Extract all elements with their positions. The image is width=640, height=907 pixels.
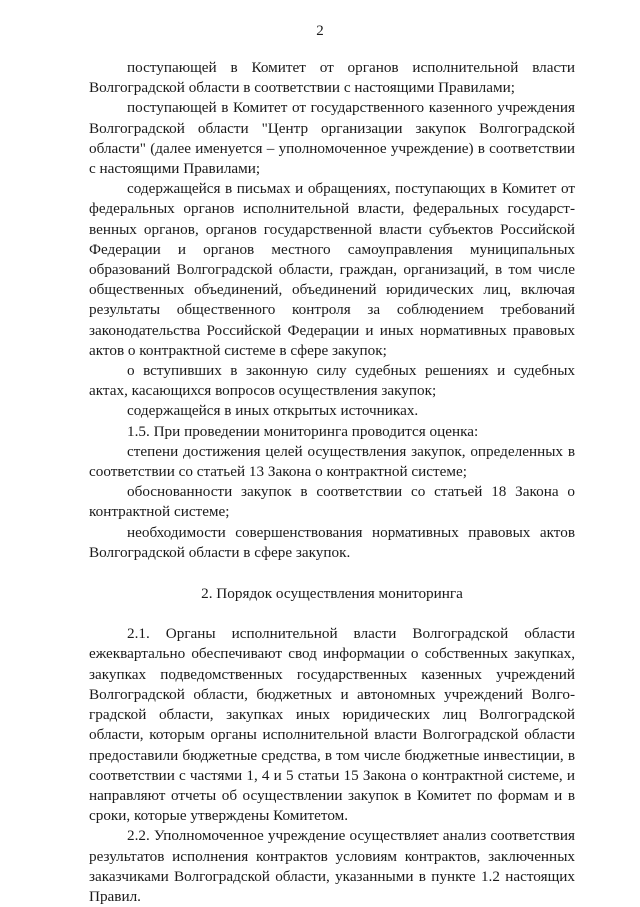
page-number: 2 xyxy=(316,23,324,39)
spacer xyxy=(89,604,575,624)
paragraph-info-from-executive-bodies: поступающей в Комитет от органов исполнительной власти Волгоградской области в соответствии с настоящими Правилами; xyxy=(89,59,575,97)
paragraph-info-from-procurement-center: поступающей в Комитет от государственного казенного учреждения Волгоградской области "Центр организации закупок Волгоградской области" (далее именуется – уполномоченное учреждение) в соответствии с настоящими Правилами; xyxy=(89,99,575,178)
paragraph-open-sources: содержащейся в иных открытых источниках. xyxy=(127,402,419,420)
paragraph-clause-2-2: 2.2. Уполномоченное учреждение осуществляет анализ соответствия результатов исполнения контрактов условиям контрактов, заключенных заказчиками Волгоградской области, указанными в пункте 1.2 настоящих Правил. xyxy=(89,827,575,905)
paragraph-regulation-improvement: необходимости совершенствования нормативных правовых актов Волгоградской области в сфере закупок. xyxy=(89,523,575,561)
paragraph-clause-1-5: 1.5. При проведении мониторинга проводится оценка: xyxy=(127,422,479,440)
paragraph-info-from-letters: содержащейся в письмах и обращениях, поступающих в Комитет от федеральных органов исполнительной власти, федеральных государственных органов, органов государственной власти субъектов Российской Федерации и органов местного самоуправления муниципальных образований Волгоградской области, граждан, организаций, в том числе общественных объединений, объединений юридических лиц, включая результаты общественного контроля за соблюдением требований законодательства Российской Федерации и иных нормативных правовых актов о контрактной системе в сфере закупок; xyxy=(89,180,575,359)
paragraph-goals-achievement: степени достижения целей осуществления закупок, определенных в соответствии со статьей 13 Закона о контрактной системе; xyxy=(89,442,575,481)
paragraph-procurement-justification: обоснованности закупок в соответствии со статьей 18 Закона о контрактной системе; xyxy=(89,483,575,521)
paragraph-court-decisions: о вступивших в законную силу судебных решениях и судебных актах, касающихся вопросов осуществления закупок; xyxy=(89,362,575,400)
paragraph-clause-2-1: 2.1. Органы исполнительной власти Волгоградской области ежеквартально обеспечивают свод информации о собственных закупках, закупках подведомственных государственных казенных учреждений Волгоградской области, бюджетных и автономных учреждений Волгоградской области, закупках иных юридических лиц Волгоградской области, которым органы исполнительной власти Волгоградской области предоставили бюджетные средства, в том числе бюджетные инвестиции, в соответствии с частями 1, 4 и 5 статьи 15 Закона о контрактной системе, и направляют отчеты об осуществлении закупок в Комитет по формам и в сроки, которые утверждены Комитетом. xyxy=(89,625,575,825)
spacer xyxy=(89,563,575,584)
document-body xyxy=(89,58,575,907)
section-heading: 2. Порядок осуществления мониторинга xyxy=(201,585,463,603)
